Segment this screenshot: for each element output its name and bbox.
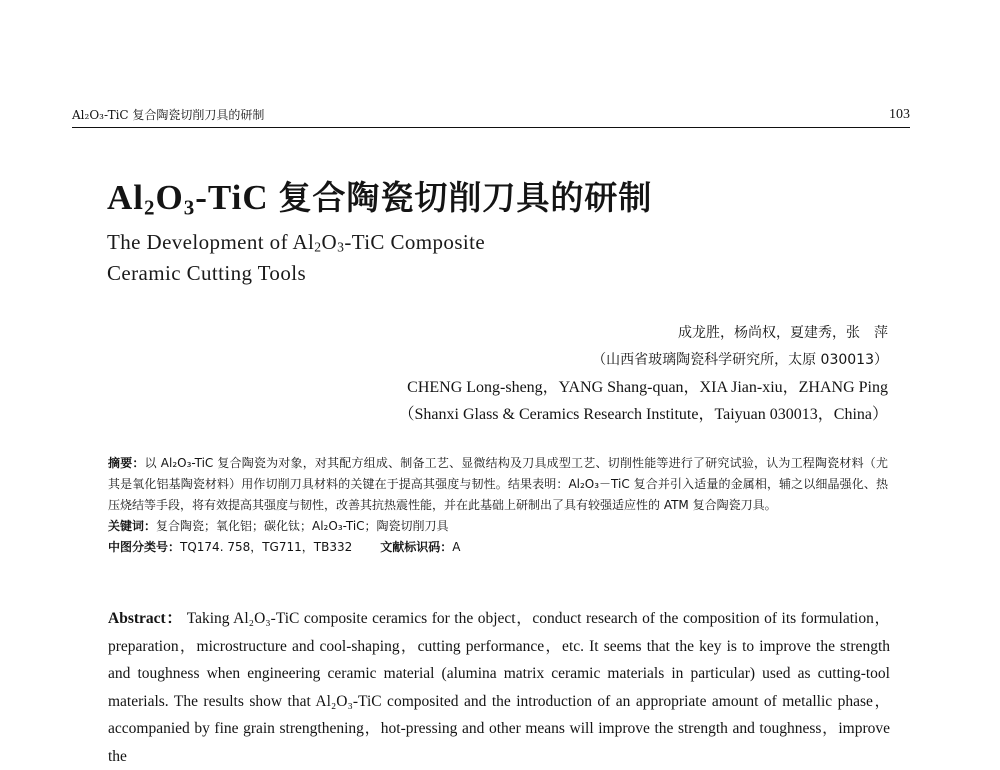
title-english-line-2: Ceramic Cutting Tools: [107, 261, 307, 285]
author-names-english: CHENG Long-sheng，YANG Shang-quan，XIA Jian-xiu，ZHANG Ping: [407, 379, 888, 396]
classification-label: 中图分类号：: [108, 540, 181, 554]
author-names-chinese: 成龙胜，杨尚权，夏建秀，张 萍: [678, 325, 888, 341]
document-code-label: 文献标识码：: [380, 540, 453, 554]
document-code-value: A: [452, 540, 461, 554]
title-english-line-1: The Development of $Al_2O_3$-TiC Composite: [107, 230, 486, 255]
running-header: [72, 106, 910, 123]
abstract-english-text: Taking Al₂O₃-TiC composite ceramics for the object，conduct research of the composition of its formulation，preparation，microstructure and cool-shaping，cutting performance，etc. It seems that the key is to improve the strength and toughness when engineering ceramic material (alumina matrix ceramic materials in particular) used as cutting-tool materials. The results show that Al₂O₃-TiC composited and the introduction of an appropriate amount of metallic phase，accompanied by fine grain strengthening，hot-pressing and other means will improve the strength and toughness，improve the: [108, 610, 890, 765]
header-rule: [72, 127, 910, 128]
abstract-chinese-label: 摘要：: [108, 456, 145, 470]
title-formula: $Al_2O_3$-TiC: [107, 178, 279, 220]
abstract-english-label: Abstract：: [108, 610, 183, 627]
author-block: [399, 320, 888, 428]
keywords-text: 复合陶瓷；氧化铝；碳化钛；Al₂O₃-TiC；陶瓷切削刀具: [156, 519, 449, 533]
page-number: 103: [889, 107, 910, 122]
title-english: [107, 227, 485, 289]
affiliation-english: （Shanxi Glass & Ceramics Research Institute，Taiyuan 030013，China）: [398, 406, 888, 423]
classification-line: [108, 537, 888, 558]
abstract-chinese-body: [108, 453, 888, 516]
abstract-chinese: [108, 453, 888, 558]
title-chinese-text: 复合陶瓷切削刀具的研制: [278, 178, 653, 217]
abstract-chinese-text: 以 Al₂O₃-TiC 复合陶瓷为对象，对其配方组成、制备工艺、显微结构及刀具成型工艺、切削性能等进行了研究试验，认为工程陶瓷材料（尤其是氧化铝基陶瓷材料）用作切削刀具材料的关键在于提高其强度与韧性。结果表明：Al₂O₃－TiC 复合并引入适量的金属相，辅之以细晶强化、热压烧结等手段，将有效提高其强度与韧性，改善其抗热震性能，并在此基础上研制出了具有较强适应性的 ATM 复合陶瓷刀具。: [108, 456, 888, 512]
affiliation-chinese: （山西省玻璃陶瓷科学研究所，太原 030013）: [592, 352, 888, 368]
running-header-title: Al₂O₃-TiC 复合陶瓷切削刀具的研制: [72, 108, 265, 122]
title-chinese: [107, 172, 652, 219]
keywords-line: [108, 516, 888, 537]
abstract-english: [108, 605, 890, 770]
classification-value: TQ174. 758，TG711，TB332: [180, 540, 353, 554]
keywords-label: 关键词：: [108, 519, 157, 533]
